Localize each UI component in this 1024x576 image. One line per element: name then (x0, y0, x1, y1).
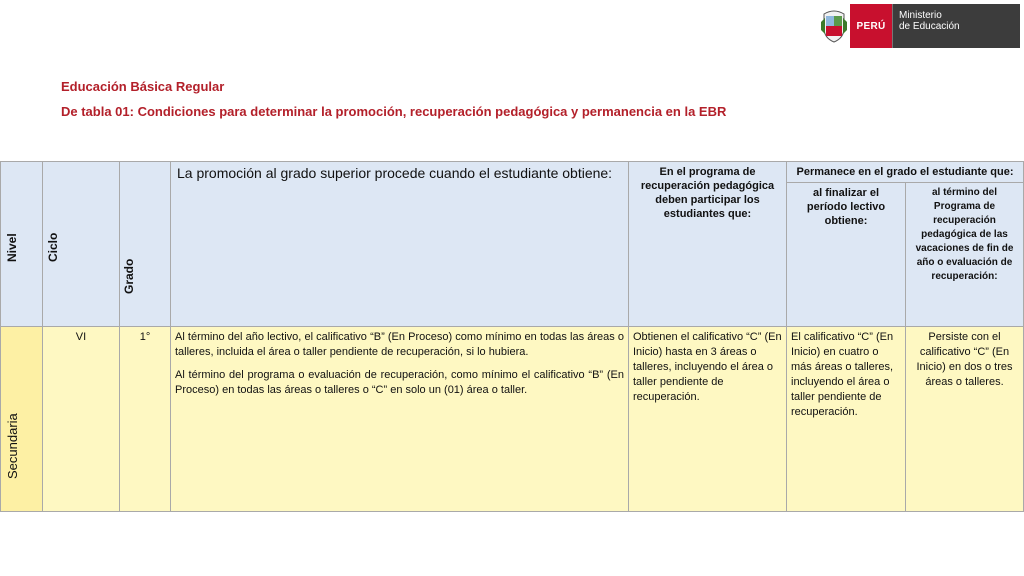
header-grado: Grado (122, 258, 136, 294)
coat-of-arms-icon (818, 4, 850, 48)
row-permanece-2: Persiste con el calificativo “C” (En Inicio) en dos o tres áreas o talleres. (906, 327, 1024, 512)
header-permanece-sub2: al término del Programa de recuperación pedagógica de las vacaciones de fin de año o evaluación de recuperación: (906, 183, 1024, 327)
conditions-table (0, 161, 1024, 512)
header-nivel: Nivel (5, 233, 19, 262)
row-promocion (171, 327, 629, 512)
promocion-paragraph-1: Al término del año lectivo, el calificativo “B” (En Proceso) como mínimo en todas las áreas o talleres, incluida el área o taller pendiente de recuperación, si lo hubiera. (175, 331, 624, 358)
header-recuperacion: En el programa de recuperación pedagógica deben participar los estudiantes que: (629, 161, 787, 327)
ministry-logo (818, 4, 1020, 48)
header-permanece-sub1: al finalizar el período lectivo obtiene: (787, 183, 906, 327)
page-title: Educación Básica Regular (61, 79, 225, 94)
row-grado: 1° (120, 327, 171, 512)
country-label: PERÚ (850, 4, 892, 48)
header-permanece: Permanece en el grado el estudiante que: (787, 161, 1024, 183)
ministry-line2: de Educación (899, 21, 960, 32)
promocion-paragraph-2: Al término del programa o evaluación de recuperación, como mínimo el calificativo “B” (En Proceso) en todas las áreas o talleres o “C” en solo un (01) área o taller. (175, 369, 624, 396)
ministry-line1: Ministerio (899, 10, 942, 21)
header-promocion: La promoción al grado superior procede cuando el estudiante obtiene: (171, 161, 629, 327)
row-ciclo: VI (43, 327, 120, 512)
row-nivel-cell (0, 327, 43, 512)
row-permanece-1: El calificativo “C” (En Inicio) en cuatro o más áreas o talleres, incluyendo el área o taller pendiente de recuperación. (787, 327, 906, 512)
page-subtitle: De tabla 01: Condiciones para determinar la promoción, recuperación pedagógica y permanencia en la EBR (61, 104, 727, 119)
row-recuperacion: Obtienen el calificativo “C” (En Inicio) hasta en 3 áreas o talleres, incluyendo el área o taller pendiente de recuperación. (629, 327, 787, 512)
header-grado-cell (120, 161, 171, 327)
header-ciclo: Ciclo (46, 232, 60, 262)
ministry-name (892, 4, 1020, 48)
row-nivel: Secundaria (5, 413, 20, 479)
header-nivel-cell (0, 161, 43, 327)
header-ciclo-cell (43, 161, 120, 327)
